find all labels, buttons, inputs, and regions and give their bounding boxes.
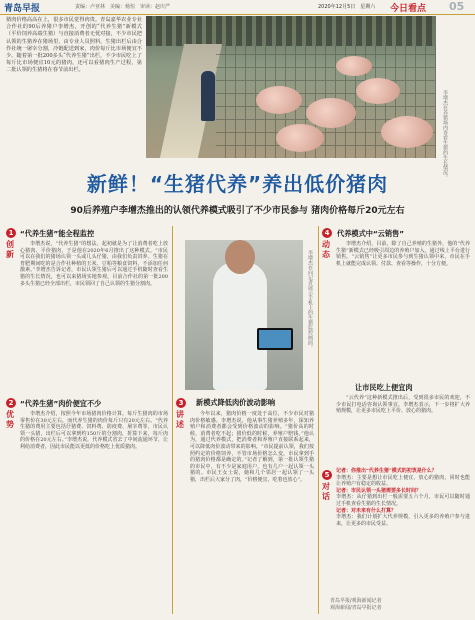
photo-caption: 李增杰在养猪场内查看生猪的生长情况。: [442, 90, 448, 180]
section-number: 5: [322, 470, 332, 480]
section-number: 3: [176, 398, 186, 408]
dialog-answer: 李增杰：从仔猪到出栏一般需要五六个月，市民可以随时通过手机查看生猪的生长情况。: [336, 494, 470, 507]
phone-screen: [259, 330, 291, 348]
section-body: 李增杰介绍，目前，除了自己养殖的生猪外，他的“代养生猪”新模式已经吸引周边的养殖户加入，通过线上平台进行销售。“云销售”让更多市民参与到生猪认领中来，市民在手机上就能完成认领、付款、查看等操作，十分方便。: [336, 241, 470, 267]
section-title: 新模式降低肉价波动影响: [196, 398, 276, 407]
section-name: 今日看点: [390, 4, 427, 14]
pig: [356, 78, 400, 104]
section-subtitle: 让市民吃上便宜肉: [355, 383, 413, 392]
section-number: 1: [6, 228, 16, 238]
pig: [256, 86, 302, 114]
section-tag: [6, 228, 16, 260]
section-tag-label: 对话: [322, 482, 330, 501]
section-body: “云代养”这种新模式推出后，受到很多市民的欢迎，不少市民打电话咨询认领事宜。李增杰表示，下一步将扩大养殖规模，让更多市民吃上平价、放心的猪肉。: [336, 395, 470, 415]
pig: [381, 116, 433, 148]
intro-paragraph: 猪肉价格高高在上，很多市民觉得肉贵。青岛嘉华农业专业合作社的90后养猪户李增杰，开创的“代养生猪”新模式（平价饲养高端生猪）与直接消费者无忧对接，不少市民把认领的生猪养在猪场里，由专业人员照料，生猪出栏后由合作社统一屠宰分割，冷链配送到家，肉价每斤比市场便宜不少。随着第一批200多头“代养生猪”出栏，不少市民吃上了每斤比市场便宜10元的猪肉，还可以看猪肉生产过程，第二批认领的生猪将在春节前出栏。: [6, 17, 142, 74]
shed-roof: [146, 16, 436, 46]
section-number: 2: [6, 398, 16, 408]
photographer-credit: 观海新闻/青岛早报记者: [330, 604, 382, 611]
column-divider: [318, 226, 319, 614]
dialog-answer: 李增杰：我们计划扩大代养规模，引入更多的养殖户参与进来，让更多的市民受益。: [336, 514, 470, 527]
dialog-item: [336, 488, 470, 508]
section-body: 今年以来，猪肉价格一度处于高位，不少市民对猪肉价格敏感。李增杰说，他从事生猪养殖多年，深知养殖户和消费者都会受到价格波动的影响。“猪价高的时候，消费者吃不起；猪价低的时候，养殖户赔钱。”他认为，通过代养模式，把消费者和养殖户直接联系起来，可以降低肉价波动带来的影响。“市民提前认领，我们按照约定的价格饲养，不管市场价格怎么变，市民拿到手的猪肉价格都是确定的。”记者了解到，第一批认领生猪的市民中，有不少是家庭用户，也有几户一起认领一头猪的。市民王女士说，她和几个邻居一起认领了一头猪，出栏后大家分了肉，“价格便宜，吃着也放心”。: [190, 411, 314, 483]
headline: 新鲜！“生猪代养”养出低价猪肉: [86, 172, 389, 196]
reporter-credit: 青岛早报/观海新闻记者: [330, 598, 382, 604]
dialog-question: 记者：你推出“代养生猪”模式的初衷是什么？: [336, 468, 437, 474]
section-body: 李增杰说，“代养生猪”的想法，起初就是为了让消费者吃上放心猪肉、平价猪肉，于是他在2020年6月推出了这种模式。“市民可以在我们的猪场认领一头或几头仔猪，由我们负责饲养。生猪在育肥期间吃的是合作社种植的玉米、豆粕等粮食饲料，不添加任何激素。”李增杰告诉记者，市民认领生猪后可以通过手机随时查看生猪的生长情况，也可以来猪场实地参观。目前合作社的第一批200多头生猪已经全部出栏，市民领回了自己认领的生猪分割肉。: [20, 241, 168, 287]
dialog-item: [336, 468, 470, 488]
pig-farm-photo: [146, 16, 436, 158]
dialog-list: [336, 468, 470, 527]
column-divider: [172, 226, 173, 614]
section-number: 4: [322, 228, 332, 238]
subheadline: 90后养殖户李增杰推出的认领代养模式吸引了不少市民参与 猪肉价格每斤20元左右: [70, 206, 405, 216]
section-title: “代养生猪”肉价便宜不少: [20, 399, 102, 408]
section-title: “代养生猪”能全程监控: [20, 229, 95, 238]
editor-credits: 责编：卢亚林 美编：杨恒 审读：赵庆严: [75, 4, 171, 10]
section-body: 李增杰介绍，按照今年市场猪肉价格计算，每斤生猪肉的市场零售价在30元左右，而代养生猪的肉价每斤只有20元左右。“代养生猪的费用主要包括仔猪费、饲料费、防疫费、屠宰费等，市民认领一头猪，出栏后可以拿到约150斤的分割肉，折算下来，每斤肉的价格在20元左右。”李增杰说，代养模式省去了中间流通环节，让利给消费者，因此市民能以更低的价格吃上优质猪肉。: [20, 411, 168, 450]
section-tag: [322, 470, 332, 502]
farmer-phone-photo: [185, 240, 303, 390]
pig: [306, 98, 356, 128]
issue-date: 2020年12月5日 星期六: [318, 4, 376, 10]
section-tag: [176, 398, 186, 430]
photo-caption: 李增杰在向记者展示手机上的生猪监控画面。: [307, 250, 313, 350]
newspaper-logo: 青岛早报: [4, 4, 41, 14]
dialog-item: [336, 508, 470, 528]
page-number: 05: [449, 0, 465, 13]
section-tag-label: 讲述: [176, 410, 184, 429]
farmer-head: [225, 240, 255, 274]
section-tag: [6, 398, 16, 430]
dialog-question: 记者：对未来有什么打算？: [336, 507, 397, 514]
pig: [276, 124, 324, 152]
section-tag: [322, 228, 332, 260]
section-tag-label: 动态: [322, 240, 330, 259]
pig: [336, 56, 372, 76]
farmer-figure: [201, 71, 215, 121]
section-title: 代养模式中“云销售”: [337, 229, 404, 238]
farmer-figure: [213, 262, 267, 390]
section-tag-label: 创新: [6, 240, 14, 259]
byline: [330, 598, 470, 611]
dialog-question: 记者：市民认领一头猪需要多长时间？: [336, 487, 422, 494]
masthead: [0, 0, 475, 15]
section-tag-label: 优势: [6, 410, 14, 429]
dialog-answer: 李增杰：主要是想让市民吃上便宜、放心的猪肉，同时也能让养殖户有稳定的收益。: [336, 474, 470, 488]
